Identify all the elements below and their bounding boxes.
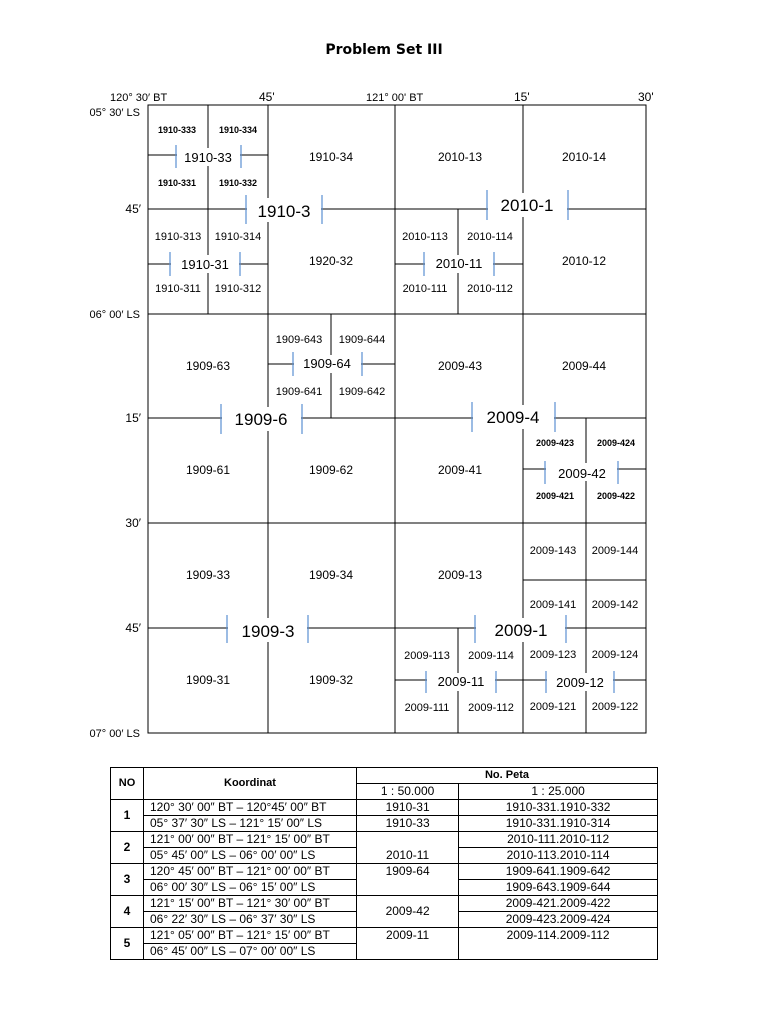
- sheet-label: 2009-123: [529, 649, 577, 661]
- sheet-25000: 2009-421.2009-422: [459, 896, 658, 912]
- top-coordinates: [110, 90, 654, 104]
- lat-label-6: 07° 00′ LS: [89, 728, 140, 740]
- sheet-label: 2009-422: [596, 491, 636, 501]
- sheet-label: 2009-43: [437, 359, 483, 373]
- row-number: 4: [111, 896, 144, 928]
- sheet-label: 2009-121: [529, 701, 577, 713]
- table-row: [111, 800, 658, 816]
- answer-table: [110, 767, 658, 960]
- sheet-label: 2010-111: [402, 283, 448, 295]
- header-scale-50000: 1 : 50.000: [357, 784, 459, 800]
- sheet-label: 1910-332: [218, 178, 258, 188]
- sheet-label: 2009-111: [404, 702, 450, 714]
- lon-label-4: 30': [638, 90, 654, 104]
- coord-bt: 121° 15′ 00″ BT – 121° 30′ 00″ BT: [144, 896, 357, 912]
- sheet-label: 1909-63: [185, 359, 231, 373]
- sheet-label: 1910-313: [154, 231, 202, 243]
- coord-ls: 05° 37′ 30″ LS – 121° 15′ 00″ LS: [144, 816, 357, 832]
- sheet-label: 2009-42: [558, 466, 606, 481]
- sheet-label: 1909-6: [234, 410, 288, 429]
- sheet-label: 1909-34: [308, 568, 354, 582]
- sheet-label: 1909-33: [185, 568, 231, 582]
- sheet-label: 1909-61: [185, 463, 231, 477]
- sheet-label: 1909-643: [275, 334, 323, 346]
- sheet-label: 2010-14: [561, 150, 607, 164]
- sheet-50000: 1910-31: [357, 800, 459, 816]
- left-coordinates: [90, 107, 142, 740]
- sheet-25000: 2010-113.2010-114: [459, 848, 658, 864]
- sheet-label: 2009-144: [591, 545, 639, 557]
- sheet-label: 1909-642: [338, 386, 386, 398]
- sheet-label: 2009-113: [404, 650, 450, 662]
- answer-table-wrapper: [110, 767, 658, 960]
- sheet-50000: 2009-11: [357, 928, 459, 960]
- sheet-label: 1910-333: [157, 125, 197, 135]
- row-number: 3: [111, 864, 144, 896]
- sheet-25000: 2009-114.2009-112: [459, 928, 658, 960]
- coord-ls: 06° 45′ 00″ LS – 07° 00′ 00″ LS: [144, 944, 357, 960]
- sheet-50000: 1910-33: [357, 816, 459, 832]
- sheet-label: 2010-12: [561, 254, 607, 268]
- sheet-label: 2010-13: [437, 150, 483, 164]
- coord-ls: 06° 00′ 30″ LS – 06° 15′ 00″ LS: [144, 880, 357, 896]
- sheet-label: 1910-331: [157, 178, 197, 188]
- sheet-label: 1909-31: [185, 673, 231, 687]
- lon-label-2: 121° 00' BT: [366, 92, 424, 104]
- sheet-label: 2009-11: [437, 674, 485, 689]
- sheet-25000: 1909-641.1909-642: [459, 864, 658, 880]
- sheet-label: 1909-3: [241, 622, 295, 641]
- table-row: [111, 832, 658, 848]
- sheet-label: 2009-1: [494, 621, 548, 640]
- coord-ls: 05° 45′ 00″ LS – 06° 00′ 00″ LS: [144, 848, 357, 864]
- sheet-label: 1909-62: [308, 463, 354, 477]
- header-koordinat: Koordinat: [144, 768, 357, 800]
- row-number: 1: [111, 800, 144, 832]
- sheet-50000: 2010-11: [357, 832, 459, 864]
- sheet-label: 1910-34: [308, 150, 354, 164]
- sheet-25000: 1910-331.1910-314: [459, 816, 658, 832]
- lat-label-3: 15′: [125, 411, 141, 425]
- sheet-label: 1910-312: [214, 283, 262, 295]
- table-row: [111, 928, 658, 944]
- lon-label-0: 120° 30′ BT: [110, 92, 168, 104]
- lat-label-2: 06° 00′ LS: [89, 309, 140, 321]
- coord-bt: 120° 45′ 00″ BT – 121° 00′ 00″ BT: [144, 864, 357, 880]
- table-row: [111, 896, 658, 912]
- lat-label-5: 45′: [125, 621, 141, 635]
- sheet-label: 2009-122: [591, 701, 639, 713]
- lat-label-1: 45′: [125, 202, 141, 216]
- page-title: Problem Set III: [325, 42, 443, 58]
- sheet-label: 2010-114: [467, 231, 513, 243]
- lat-label-4: 30′: [125, 516, 141, 530]
- sheet-label: 1910-334: [218, 125, 258, 135]
- lat-label-0: 05° 30′ LS: [89, 107, 140, 119]
- sheet-label: 1910-33: [184, 150, 232, 165]
- sheet-50000: 1909-64: [357, 864, 459, 896]
- sheet-25000: 2010-111.2010-112: [459, 832, 658, 848]
- sheet-label: 2010-113: [402, 231, 448, 243]
- table-row: [111, 816, 658, 832]
- sheet-label: 2009-112: [468, 702, 514, 714]
- sheet-label: 1910-3: [257, 202, 311, 221]
- sheet-label: 1909-32: [308, 673, 354, 687]
- sheet-label: 2010-11: [435, 256, 483, 271]
- sheet-label: 1920-32: [308, 254, 354, 268]
- sheet-label: 2009-114: [468, 650, 514, 662]
- sheet-label: 2010-1: [500, 196, 554, 215]
- sheet-label: 2009-44: [561, 359, 607, 373]
- sheet-label: 1910-311: [155, 283, 201, 295]
- sheet-25000: 1909-643.1909-644: [459, 880, 658, 896]
- sheet-label: 2009-4: [486, 408, 540, 427]
- sheet-label: 2009-124: [591, 649, 639, 661]
- coord-ls: 06° 22′ 30″ LS – 06° 37′ 30″ LS: [144, 912, 357, 928]
- sheet-label: 1910-31: [181, 257, 229, 272]
- coord-bt: 121° 00′ 00″ BT – 121° 15′ 00″ BT: [144, 832, 357, 848]
- sheet-label: 1909-64: [303, 356, 351, 371]
- row-number: 5: [111, 928, 144, 960]
- sheet-label: 2009-423: [535, 438, 575, 448]
- header-no: NO: [111, 768, 144, 800]
- sheet-label: 2010-112: [467, 283, 513, 295]
- sheet-label: 1910-314: [214, 231, 262, 243]
- sheet-label: 2009-13: [437, 568, 483, 582]
- header-scale-25000: 1 : 25.000: [459, 784, 658, 800]
- row-number: 2: [111, 832, 144, 864]
- sheet-label: 2009-142: [591, 599, 639, 611]
- small-sheet-labels-bold: [158, 125, 635, 501]
- lon-label-3: 15': [514, 90, 530, 104]
- sheet-label: 2009-141: [529, 599, 577, 611]
- table-row: [111, 864, 658, 880]
- sheet-label: 1909-641: [275, 386, 323, 398]
- coord-bt: 120° 30′ 00″ BT – 120°45′ 00″ BT: [144, 800, 357, 816]
- sheet-label: 2009-41: [437, 463, 483, 477]
- sheet-label: 1909-644: [338, 334, 386, 346]
- sheet-label: 2009-424: [596, 438, 636, 448]
- coord-bt: 121° 05′ 00″ BT – 121° 15′ 00″ BT: [144, 928, 357, 944]
- sheet-50000: 2009-42: [357, 896, 459, 928]
- sheet-label: 2009-421: [535, 491, 575, 501]
- sheet-label: 2009-143: [529, 545, 577, 557]
- sheet-25000: 1910-331.1910-332: [459, 800, 658, 816]
- sheet-label: 2009-12: [556, 675, 604, 690]
- sheet-25000: 2009-423.2009-424: [459, 912, 658, 928]
- lon-label-1: 45': [259, 90, 275, 104]
- header-no-peta: No. Peta: [357, 768, 658, 784]
